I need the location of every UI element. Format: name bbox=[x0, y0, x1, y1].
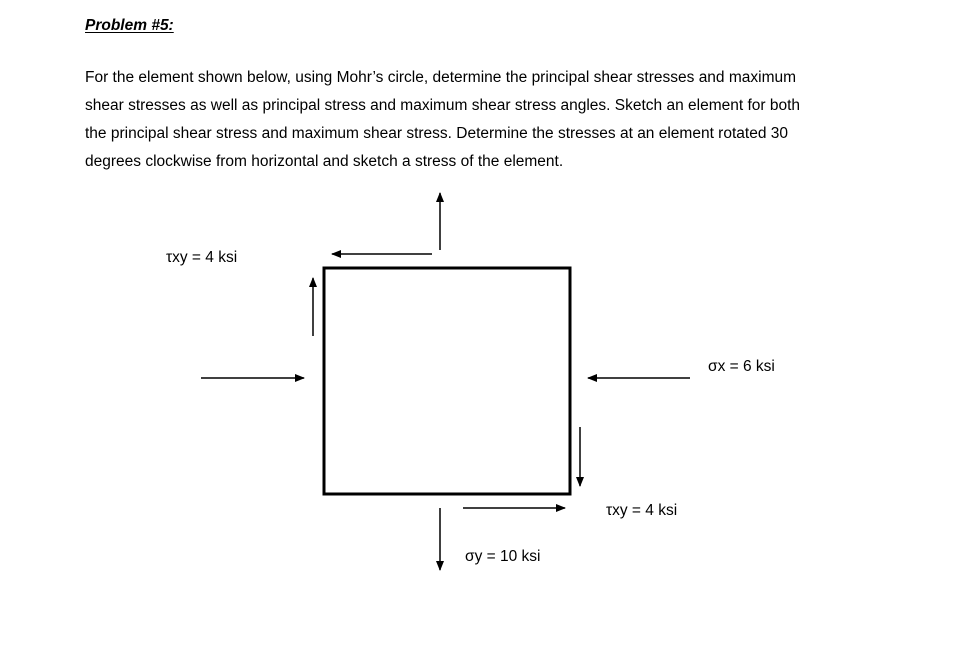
problem-line-1: For the element shown below, using Mohr’s circle, determine the principal shear stresses and maximum bbox=[85, 69, 797, 86]
sigma-y-label-bottom: σy = 10 ksi bbox=[465, 548, 541, 565]
problem-line-4: degrees clockwise from horizontal and sketch a stress of the element. bbox=[85, 153, 564, 170]
stress-element-square bbox=[324, 268, 570, 494]
problem-line-2: shear stresses as well as principal stress and maximum shear stress angles. Sketch an element for both bbox=[85, 97, 801, 114]
problem-heading: Problem #5: bbox=[85, 17, 174, 34]
tau-xy-label-top-left: τxy = 4 ksi bbox=[166, 249, 238, 266]
problem-line-3: the principal shear stress and maximum shear stress. Determine the stresses at an element rotated 30 bbox=[85, 125, 788, 142]
tau-xy-label-bottom-right: τxy = 4 ksi bbox=[606, 502, 678, 519]
sigma-x-label-right: σx = 6 ksi bbox=[708, 358, 775, 375]
